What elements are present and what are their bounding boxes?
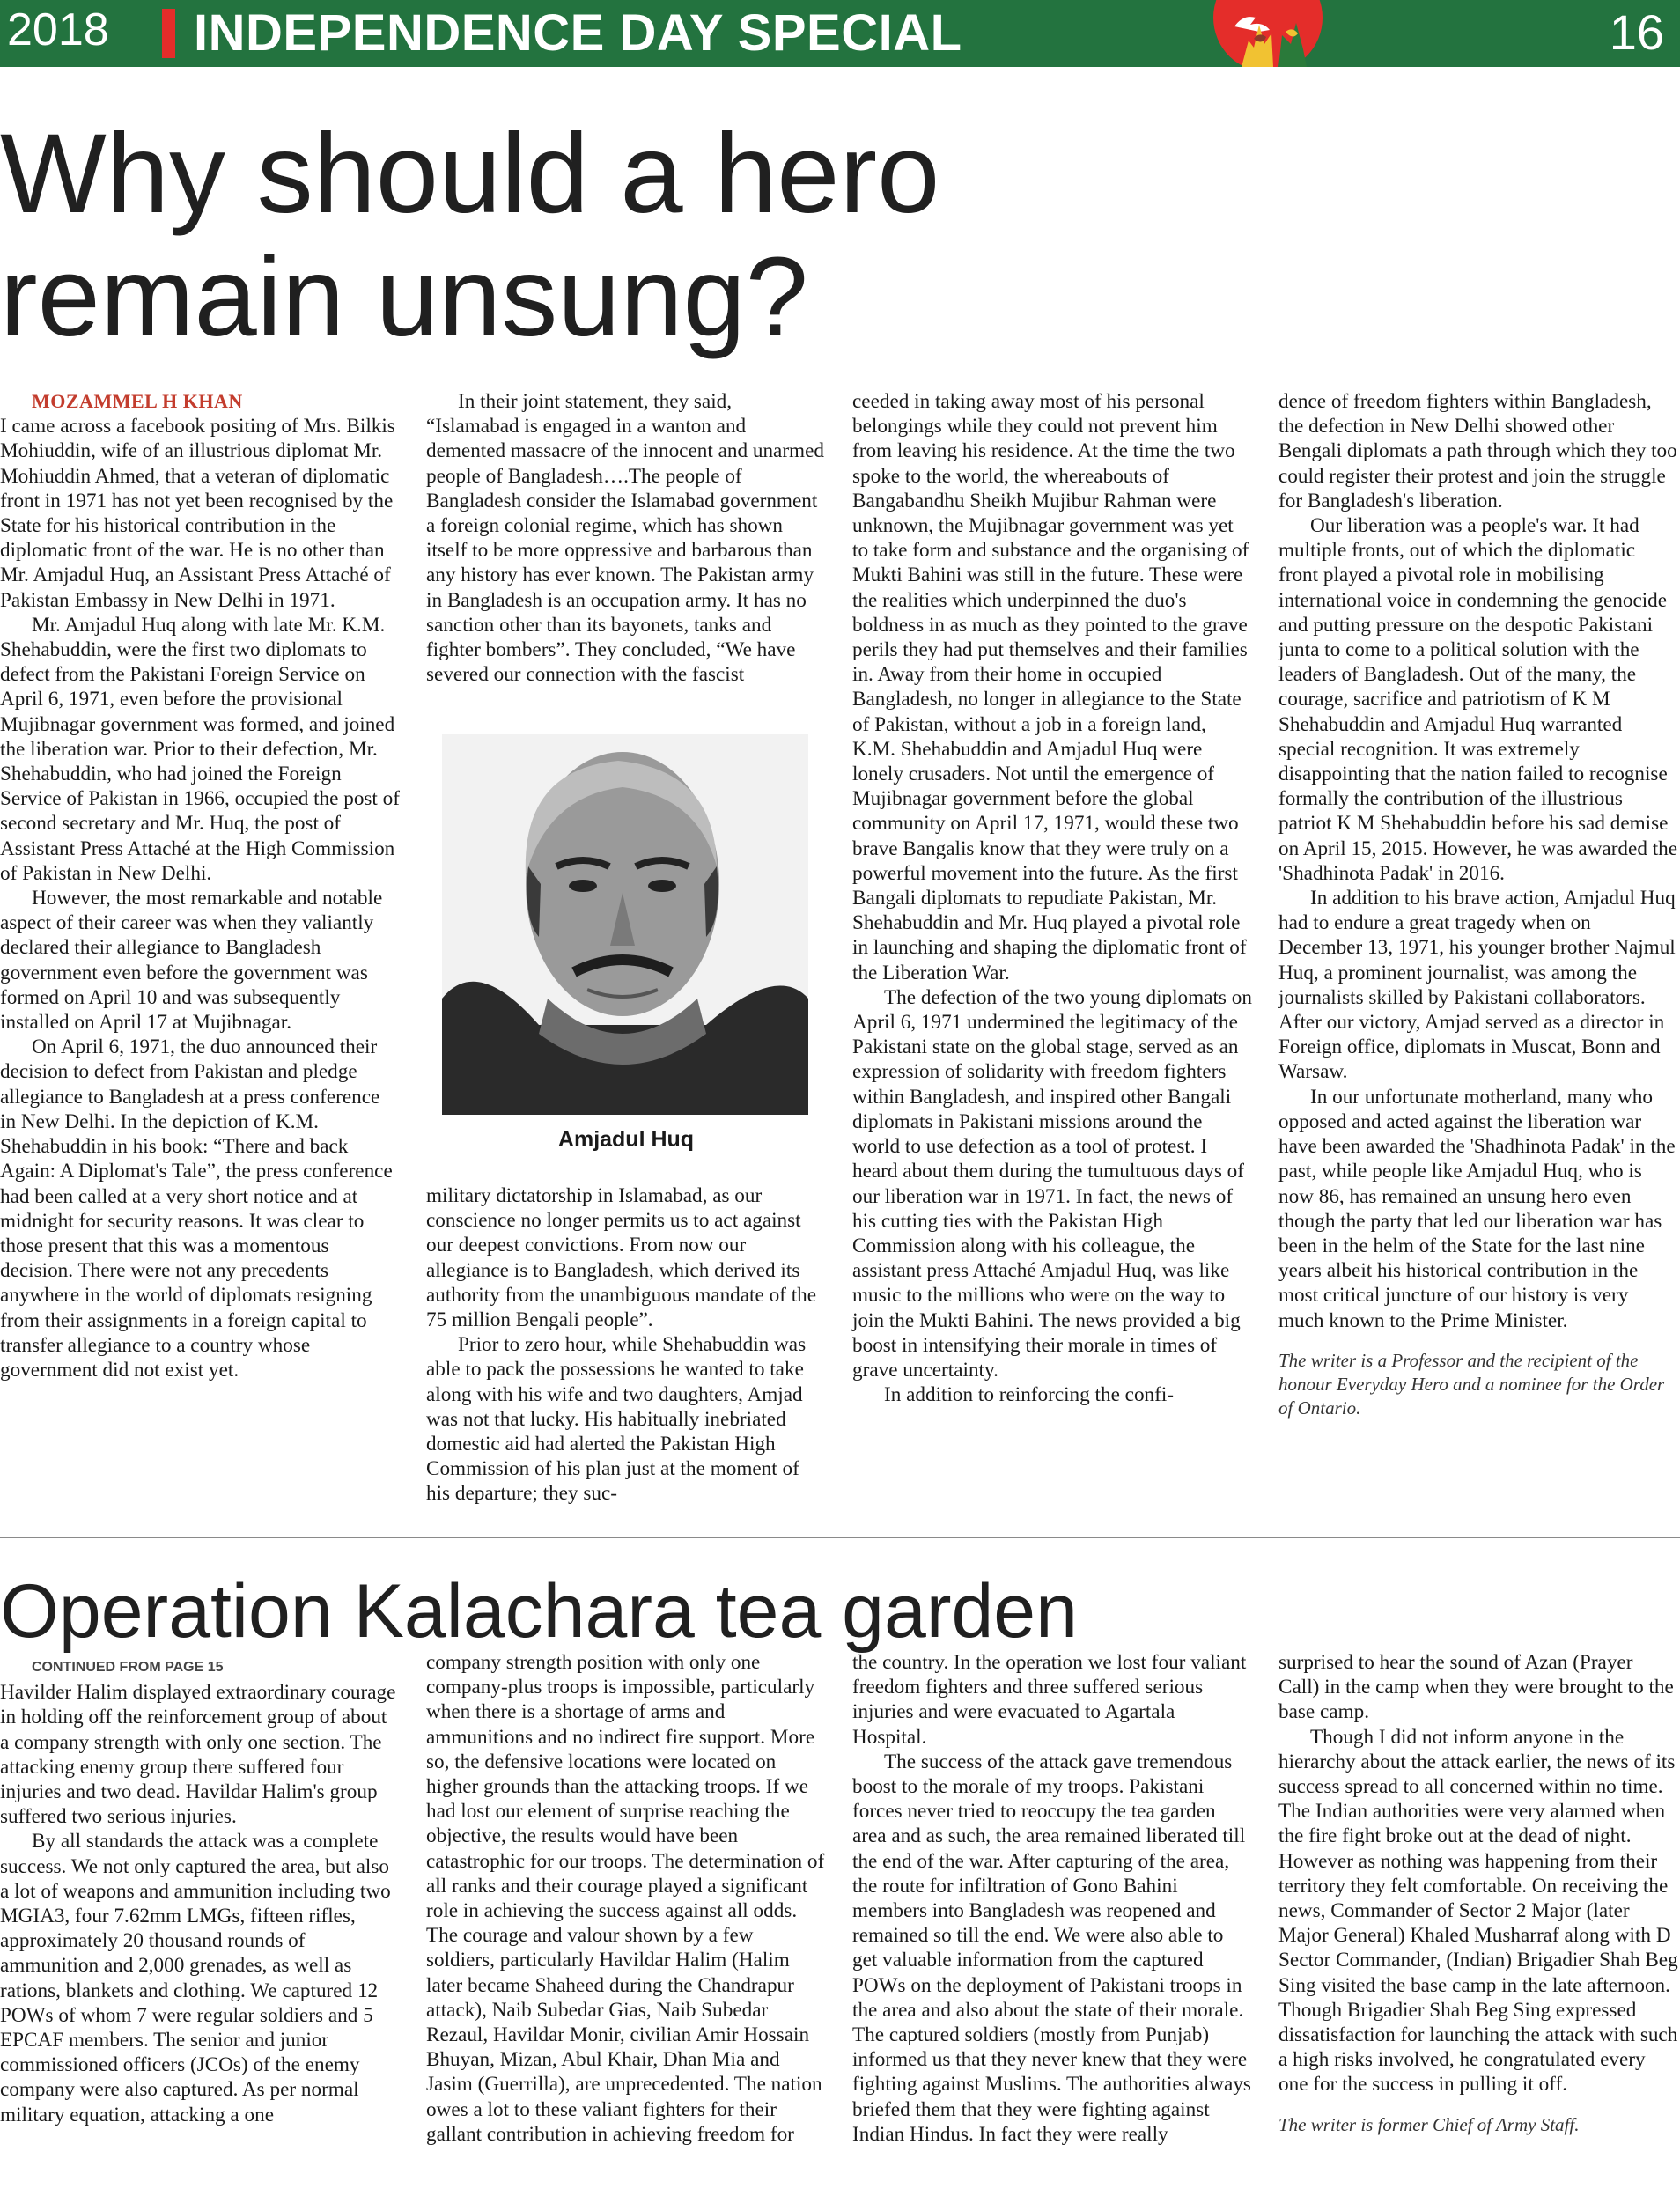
paragraph: company strength position with only one company-plus troops is impossible, particularly when there is a shortage of arms and ammunitions and no indirect fire support. More so, the defensive locations were located on higher grounds than the attacking troops. If we had lost our element of surprise reaching the objective, the results would have been catastrophic for our troops. The determination of all ranks and their courage played a significant role in achieving the success against all odds. The courage and valour shown by a few soldiers, particularly Havildar Halim (Halim later became Shaheed during the Chandrapur attack), Naib Subedar Gias, Naib Subedar Rezaul, Havildar Monir, civilian Amir Hossain Bhuyan, Mizan, Abul Khair, Dhan Mia and Jasim (Guerrilla), are unprecedented. The nation owes a lot to these valiant fighters for their gallant contribution in achieving freedom for [426,1651,825,2146]
paragraph: In addition to his brave action, Amjadul Huq had to endure a great tragedy when on December 13, 1971, his younger brother Najmul Huq, a prominent journalist, was among the journalists skilled by Pakistani collaborators. After our victory, Amjad served as a director in Foreign office, diplomats in Muscat, Bonn and Warsaw. [1278,887,1676,1084]
paragraph: ceeded in taking away most of his personal belongings while they could not prevent him from leaving his residence. At the time the two spoke to the world, the whereabouts of Bangabandhu Sheikh Mujibur Rahman were unknown, the Mujibnagar government was yet to take form and substance and the organising of Mukti Bahini was still in the future. These were the realities which underpinned the duo's boldness in as much as they pointed to the grave perils they had put themselves and their families in. Away from their home in occupied Bangladesh, no longer in allegiance to the State of Pakistan, without a job in a foreign land, K.M. Shehabuddin and Amjadul Huq were lonely crusaders. Not until the emergence of Mujibnagar government before the global community on April 17, 1971, would these two brave Bangalis know that they were truly on a powerful movement into the future. As the first Bangali diplomats to repudiate Pakistan, Mr. Shehabuddin and Mr. Huq played a pivotal role in launching and shaping the diplomatic front of the Liberation War. [852,390,1249,984]
paragraph: In addition to reinforcing the confi- [884,1383,1175,1407]
paragraph: Havilder Halim displayed extraordinary courage in holding off the reinforcement group of about a company strength with only one section. The attacking enemy group there suffered four injuries and two dead. Havildar Halim's group suffered two serious injuries. [0,1681,396,1829]
paragraph: In their joint statement, they said, “Islamabad is engaged in a wanton and demented massacre of the innocent and unarmed people of Bangladesh….The people of Bangladesh consider the Islamabad government a foreign colonial regime, which has shown itself to be more oppressive and barbarous than any history has ever known. The Pakistan army in Bangladesh is an occupation army. It has no sanction other than its bayonets, tanks and fighter bombers”. They concluded, “We have severed our connection with the fascist [426,390,824,687]
portrait-figure [430,722,822,1169]
paragraph: I came across a facebook positing of Mrs. Bilkis Mohiuddin, wife of an illustrious diplomat Mr. Mohiuddin Ahmed, that a veteran of diplomatic front in 1971 has not yet been recognised by the State for his historical contribution in the diplomatic front of the war. He is no other than Mr. Amjadul Huq, an Assistant Press Attaché of Pakistan Embassy in New Delhi in 1971. [0,415,395,612]
banner-year: 2018 [7,4,109,55]
paragraph: The success of the attack gave tremendous boost to the morale of my troops. Pakistani forces never tried to reoccupy the tea garden area and as such, the area remained liberated till the end of the war. After capturing of the area, the route for infiltration of Gono Bahini members into Bangladesh was reopened and remained so till the end. We were also able to get valuable information from the captured POWs on the deployment of Pakistani troops in the area and also about the state of their morale. The captured soldiers (mostly from Punjab) informed us that they never knew that they were fighting against Muslims. The authorities always briefed them that they were fighting against Indian Hindus. In fact they were really [852,1750,1251,2146]
writer-note-text: The writer is former Chief of Army Staff. [1278,2113,1580,2135]
paragraph: However, the most remarkable and notable aspect of their career was when they valiantly declared their allegiance to Bangladesh government even before the government was formed on April 10 and was subsequently installed on April 17 at Mujibnagar. [0,887,383,1035]
article-column-3 [852,1650,1252,2147]
article-column-2-top [426,389,826,687]
paragraph: Our liberation was a people's war. It had multiple fronts, out of which the diplomatic front played a pivotal role in mobilising international voice in condemning the genocide and putting pressure on the despotic Pakistani junta to come to a political solution with the leaders of Bangladesh. Out of the many, the courage, sacrifice and patriotism of K M Shehabuddin and Amjadul Huq warranted special recognition. It was extremely disappointing that the nation failed to recognise formally the contribution of the illustrious patriot K M Shehabuddin before his sad demise on April 15, 2015. However, he was awarded the 'Shadhinota Padak' in 2016. [1278,514,1678,885]
continued-label: CONTINUED FROM PAGE 15 [32,1660,224,1675]
flag-emblem-icon [1180,0,1356,67]
article-column-2-bottom [426,1183,826,1507]
paragraph: dence of freedom fighters within Bangladesh, the defection in New Delhi showed other Bengali diplomats a path through which they too could register their protest and join the struggle for Bangladesh's liberation. [1278,390,1677,512]
article-divider [0,1537,1680,1538]
article-column-1 [0,1655,400,2127]
paragraph: Though I did not inform anyone in the hierarchy about the attack earlier, the news of its success spread to all concerned within no time. The Indian authorities were very alarmed when the fire fight broke out at the dead of night. However as nothing was happening from their territory they felt comfortable. On receiving the news, Commander of Sector 2 Major (later Major General) Khaled Musharraf along with D Sector Commander, (Indian) Brigadier Shah Beg Sing visited the base camp in the late afternoon. Though Brigadier Shah Beg Sing expressed dissatisfaction for launching the attack with such a high risks involved, he congratulated every one for the success in pulling it off. [1278,1725,1678,2097]
paragraph: On April 6, 1971, the duo announced their decision to defect from Pakistan and pledge allegiance to Bangladesh at a press conference in New Delhi. In the depiction of K.M. Shehabuddin in his book: “There and back Again: A Diplomat's Tale”, the press conference had been called at a very short notice and at midnight for security reasons. It was clear to those present that this was a momentous decision. There were not any precedents anywhere in the world of diplomats resigning from their assignments in a foreign capital to transfer allegiance to a country whose government did not exist yet. [0,1036,393,1382]
article-column-1 [0,389,400,1382]
paragraph: the country. In the operation we lost four valiant freedom fighters and three suffered serious injuries and were evacuated to Agartala Hospital. [852,1651,1247,1749]
paragraph: In our unfortunate motherland, many who opposed and acted against the liberation war have been awarded the 'Shadhinota Padak' in the past, while people like Amjadul Huq, who is now 86, has remained an unsung hero even though the party that led our liberation war has been in the helm of the State for the last nine years albeit his historical contribution in the most critical juncture of our history is very much known to the Prime Minister. [1278,1085,1676,1332]
article-column-2 [426,1650,826,2147]
banner-divider-bar [162,9,175,58]
writer-note [1278,2113,1678,2137]
section-banner [0,0,1680,67]
writer-note-text: The writer is a Professor and the recipient of the honour Everyday Hero and a nominee for the Order of Ontario. [1278,1349,1665,1419]
paragraph: Mr. Amjadul Huq along with late Mr. K.M. Shehabuddin, were the first two diplomats to defect from the Pakistani Foreign Service on April 6, 1971, even before the provisional Mujibnagar government was formed, and joined the liberation war. Prior to their defection, Mr. Shehabuddin, who had joined the Foreign Service of Pakistan in 1966, occupied the post of second secretary and Mr. Huq, the post of Assistant Press Attaché at the High Commission of Pakistan in New Delhi. [0,613,400,885]
byline: MOZAMMEL H KHAN [32,390,243,412]
article-column-4 [1278,1650,1678,2137]
article-headline: Why should a hero remain unsung? [0,111,940,360]
article-headline: Operation Kalachara tea garden [0,1569,1078,1654]
paragraph: surprised to hear the sound of Azan (Prayer Call) in the camp when they were brought to the base camp. [1278,1651,1674,1724]
paragraph: The defection of the two young diplomats on April 6, 1971 undermined the legitimacy of the Pakistani state on the global stage, served as an expression of solidarity with freedom fighters within Bangladesh, and inspired other Bangali diplomats in Pakistani missions around the world to use defection as a tool of protest. I heard about them during the tumultuous days of our liberation war in 1971. In fact, the news of his cutting ties with the Pakistan High Commission along with his colleague, the assistant press Attaché Amjadul Huq, was like music to the millions who were on the way to join the Mukti Bahini. The news provided a big boost in intensifying their morale in times of grave uncertainty. [852,985,1252,1382]
paragraph: By all standards the attack was a complete success. We not only captured the area, but also a lot of weapons and ammunition including two MGIA3, four 7.62mm LMGs, fifteen rifles, approximately 20 thousand rounds of ammunition and 2,000 grenades, as well as rations, blankets and clothing. We captured 12 POWs of whom 7 were regular soldiers and 5 EPCAF members. The senior and junior commissioned officers (JCOs) of the enemy company were also captured. As per normal military equation, attacking a one [0,1830,391,2126]
article-column-3 [852,389,1252,1407]
paragraph: Prior to zero hour, while Shehabuddin was able to pack the possessions he wanted to take along with his wife and two daughters, Amjad was not that lucky. His habitually inebriated domestic aid had alerted the Pakistan High Commission of his plan just at the moment of his departure; they suc- [426,1333,807,1506]
portrait-photo [442,734,808,1115]
banner-title: INDEPENDENCE DAY SPECIAL [194,4,962,62]
article-column-4 [1278,389,1678,1420]
writer-note [1278,1349,1678,1420]
paragraph: military dictatorship in Islamabad, as our conscience no longer permits us to act against our deepest convictions. From now our allegiance is to Bangladesh, which derived its authority from the unambiguous mandate of the 75 million Bengali people”. [426,1184,817,1332]
page-number: 16 [1609,4,1664,60]
photo-caption: Amjadul Huq [557,1127,695,1152]
